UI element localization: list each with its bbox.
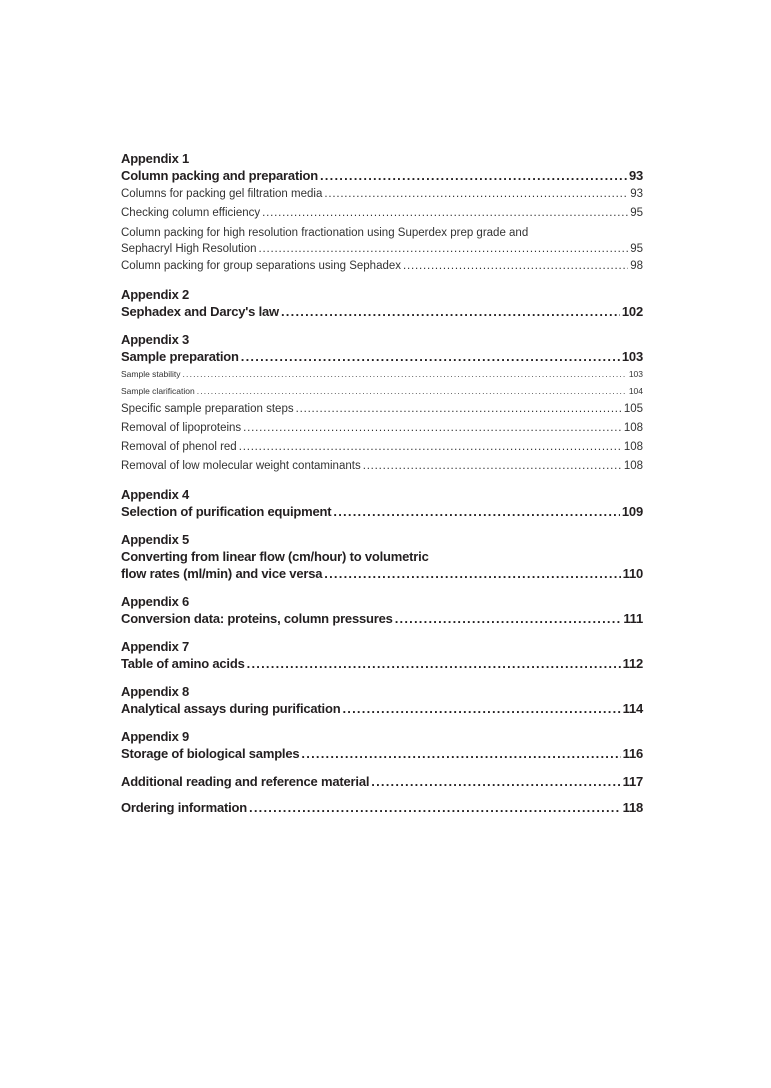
subentry-text: Removal of phenol red (121, 441, 237, 453)
ordering-information-page: 118 (622, 800, 643, 815)
appendix-4-label: Appendix 4 (121, 487, 190, 502)
subentry-text: Checking column efficiency (121, 207, 261, 219)
subentry-text: Removal of lipoproteins (121, 422, 242, 434)
appendix-6-title: Conversion data: proteins, column pressures (121, 611, 393, 626)
dot-leader (241, 348, 620, 366)
toc-subentry[interactable] (121, 419, 643, 438)
dot-leader (249, 799, 621, 817)
toc-subentry[interactable] (121, 383, 643, 400)
appendix-7-section (121, 638, 643, 673)
dot-leader (247, 655, 621, 673)
subentry-text: Column packing for group separations using Sephadex (121, 260, 402, 272)
subentry-page: 108 (623, 441, 643, 453)
appendix-6-title-entry[interactable] (121, 610, 643, 628)
appendix-1-title: Column packing and preparation (121, 168, 318, 183)
appendix-1-section (121, 150, 643, 276)
appendix-5-title-line1: Converting from linear flow (cm/hour) to volumetric (121, 549, 429, 564)
appendix-4-section (121, 486, 643, 521)
appendix-6-section (121, 593, 643, 628)
toc-subentry[interactable] (121, 204, 643, 223)
dot-leader (324, 565, 620, 583)
subentry-page: 105 (623, 403, 643, 415)
appendix-3-label: Appendix 3 (121, 332, 190, 347)
appendix-1-label: Appendix 1 (121, 151, 190, 166)
appendix-2-label: Appendix 2 (121, 287, 190, 302)
additional-reading-entry[interactable] (121, 773, 643, 791)
dot-leader (296, 400, 622, 419)
dot-leader (342, 700, 620, 718)
subentry-page: 108 (623, 422, 643, 434)
appendix-9-section (121, 728, 643, 763)
appendix-4-title-entry[interactable] (121, 503, 643, 521)
appendix-5-section (121, 531, 643, 583)
appendix-6-page: 111 (623, 611, 643, 626)
appendix-7-page: 112 (622, 656, 643, 671)
appendix-3-page: 103 (621, 349, 643, 364)
dot-leader (403, 257, 628, 276)
dot-leader (183, 366, 627, 383)
toc-subentry[interactable] (121, 438, 643, 457)
appendix-8-label: Appendix 8 (121, 684, 190, 699)
dot-leader (281, 303, 620, 321)
toc-subentry-multiline[interactable] (121, 223, 643, 257)
subentry-page: 104 (628, 386, 643, 396)
appendix-9-page: 116 (622, 746, 643, 761)
dot-leader (301, 745, 620, 763)
subentry-text: Sample clarification (121, 386, 195, 396)
dot-leader (333, 503, 620, 521)
dot-leader (320, 167, 627, 185)
toc-subentry[interactable] (121, 366, 643, 383)
dot-leader (197, 383, 627, 400)
toc-subentry[interactable] (121, 400, 643, 419)
subentry-page: 98 (630, 260, 643, 272)
table-of-contents (121, 150, 643, 825)
appendix-1-title-entry[interactable] (121, 167, 643, 185)
appendix-8-title: Analytical assays during purification (121, 701, 341, 716)
subentry-text: Removal of low molecular weight contaminants (121, 460, 361, 472)
dot-leader (239, 438, 622, 457)
subentry-text-line2: Sephacryl High Resolution (121, 243, 257, 255)
appendix-6-label: Appendix 6 (121, 594, 190, 609)
additional-reading-title: Additional reading and reference material (121, 774, 370, 789)
toc-subentry[interactable] (121, 185, 643, 204)
toc-subentry[interactable] (121, 457, 643, 476)
appendix-7-title: Table of amino acids (121, 656, 245, 671)
appendix-2-section (121, 286, 643, 321)
appendix-8-page: 114 (622, 701, 643, 716)
appendix-8-section (121, 683, 643, 718)
appendix-3-title: Sample preparation (121, 349, 239, 364)
appendix-7-title-entry[interactable] (121, 655, 643, 673)
dot-leader (363, 457, 622, 476)
subentry-page: 95 (630, 207, 643, 219)
subentry-page: 103 (628, 369, 643, 379)
appendix-9-label: Appendix 9 (121, 729, 190, 744)
appendix-4-title: Selection of purification equipment (121, 504, 332, 519)
dot-leader (243, 419, 622, 438)
subentry-text: Columns for packing gel filtration media (121, 188, 323, 200)
dot-leader (259, 241, 629, 257)
appendix-1-page: 93 (628, 168, 643, 183)
appendix-7-label: Appendix 7 (121, 639, 190, 654)
subentry-page: 93 (630, 188, 643, 200)
appendix-4-page: 109 (621, 504, 643, 519)
dot-leader (395, 610, 622, 628)
additional-reading-section (121, 773, 643, 791)
appendix-9-title-entry[interactable] (121, 745, 643, 763)
appendix-2-title: Sephadex and Darcy's law (121, 304, 279, 319)
appendix-5-page: 110 (622, 566, 643, 581)
appendix-8-title-entry[interactable] (121, 700, 643, 718)
appendix-9-title: Storage of biological samples (121, 746, 300, 761)
toc-subentry[interactable] (121, 257, 643, 276)
appendix-3-section (121, 331, 643, 476)
subentry-text-line1: Column packing for high resolution fractionation using Superdex prep grade and (121, 227, 529, 239)
appendix-5-title: flow rates (ml/min) and vice versa (121, 566, 323, 581)
additional-reading-page: 117 (622, 774, 643, 789)
subentry-page: 108 (623, 460, 643, 472)
dot-leader (371, 773, 620, 791)
appendix-3-title-entry[interactable] (121, 348, 643, 366)
ordering-information-title: Ordering information (121, 800, 248, 815)
subentry-page: 95 (630, 243, 643, 255)
appendix-2-page: 102 (621, 304, 643, 319)
ordering-information-section (121, 799, 643, 817)
appendix-5-label: Appendix 5 (121, 532, 190, 547)
appendix-5-title-entry[interactable] (121, 565, 643, 583)
subentry-line2 (121, 241, 643, 257)
subentry-text: Specific sample preparation steps (121, 403, 294, 415)
appendix-2-title-entry[interactable] (121, 303, 643, 321)
subentry-text: Sample stability (121, 369, 181, 379)
dot-leader (262, 204, 628, 223)
dot-leader (324, 185, 628, 204)
ordering-information-entry[interactable] (121, 799, 643, 817)
